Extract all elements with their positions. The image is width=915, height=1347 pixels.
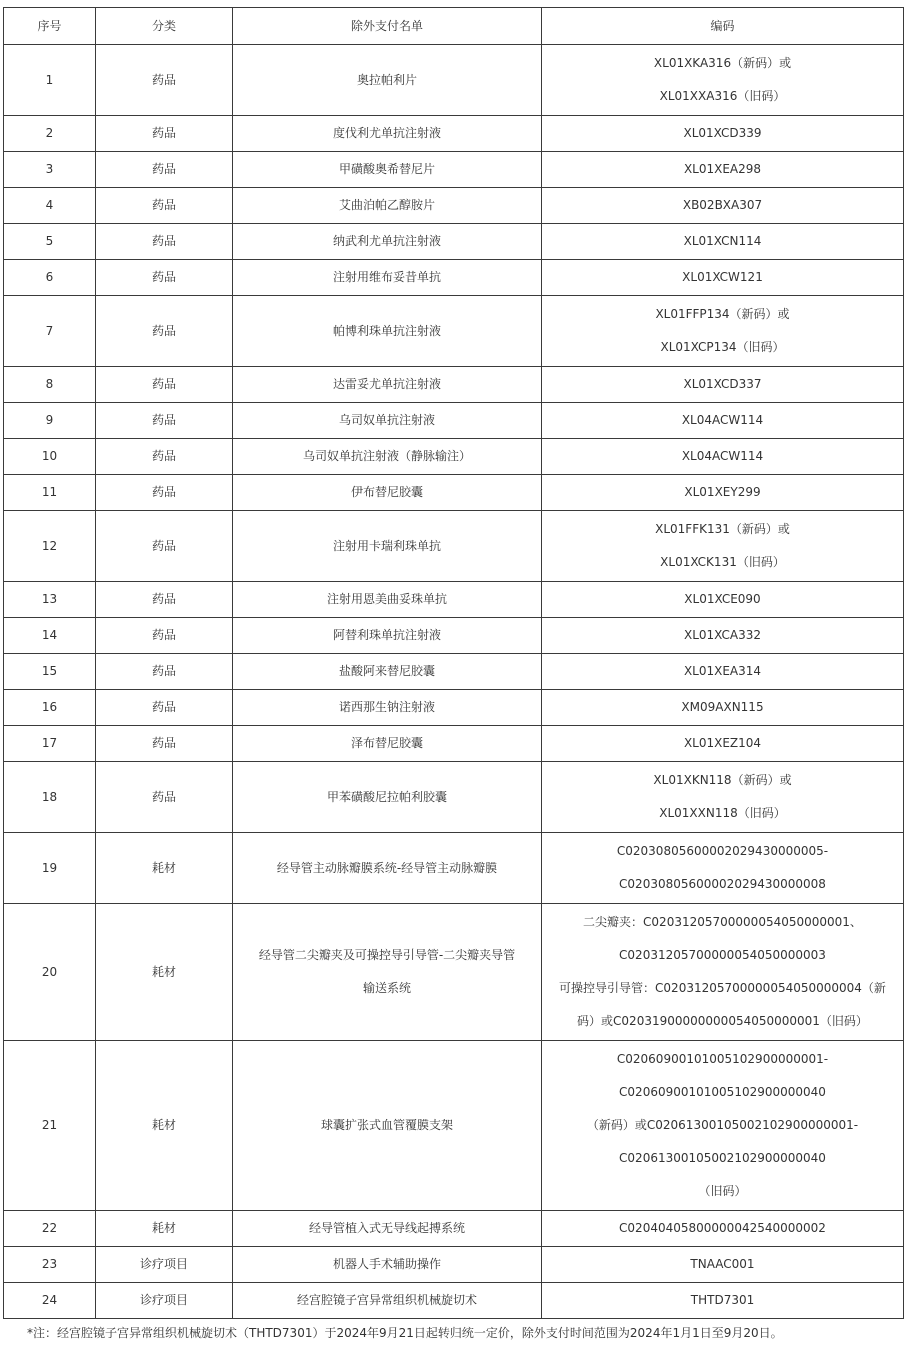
table-row bbox=[4, 511, 904, 582]
cell-code bbox=[542, 439, 904, 475]
name-line: 输送系统 bbox=[362, 981, 411, 995]
cell-serial-number: 11 bbox=[4, 475, 96, 511]
code-line: C02040405800000042540000002 bbox=[619, 1221, 826, 1235]
name-line: 机器人手术辅助操作 bbox=[332, 1257, 441, 1271]
name-line: 达雷妥尤单抗注射液 bbox=[332, 377, 441, 391]
cell-category: 药品 bbox=[96, 45, 233, 116]
cell-serial-number: 2 bbox=[4, 116, 96, 152]
cell-serial-number: 23 bbox=[4, 1247, 96, 1283]
cell-serial-number: 12 bbox=[4, 511, 96, 582]
table-row bbox=[4, 1247, 904, 1283]
code-line: 二尖瓣夹：C02031205700000054050000001、 bbox=[583, 915, 862, 929]
code-line: C02030805600002029430000008 bbox=[619, 877, 826, 891]
code-line: XL01XCD339 bbox=[683, 126, 762, 140]
cell-exclusion-name bbox=[233, 188, 542, 224]
name-line: 球囊扩张式血管覆膜支架 bbox=[320, 1118, 453, 1132]
table-row bbox=[4, 439, 904, 475]
table-row bbox=[4, 654, 904, 690]
code-line: XL01XCW121 bbox=[682, 270, 763, 284]
code-line: C02061300105002102900000040 bbox=[619, 1151, 826, 1165]
cell-category: 耗材 bbox=[96, 904, 233, 1041]
code-line: XM09AXN115 bbox=[681, 700, 764, 714]
code-line: TNAAC001 bbox=[690, 1257, 755, 1271]
cell-code bbox=[542, 690, 904, 726]
cell-category: 诊疗项目 bbox=[96, 1247, 233, 1283]
cell-exclusion-name bbox=[233, 833, 542, 904]
cell-code bbox=[542, 296, 904, 367]
cell-serial-number: 22 bbox=[4, 1211, 96, 1247]
cell-serial-number: 14 bbox=[4, 618, 96, 654]
code-line: XL04ACW114 bbox=[681, 449, 764, 463]
name-line: 甲苯磺酸尼拉帕利胶囊 bbox=[326, 789, 447, 804]
code-line: XL01XCP134（旧码） bbox=[660, 340, 785, 354]
cell-code bbox=[542, 904, 904, 1041]
table-row bbox=[4, 224, 904, 260]
cell-code bbox=[542, 654, 904, 690]
table-row bbox=[4, 726, 904, 762]
cell-code bbox=[542, 152, 904, 188]
cell-code bbox=[542, 475, 904, 511]
cell-serial-number: 21 bbox=[4, 1041, 96, 1211]
table-row bbox=[4, 260, 904, 296]
footnote: *注：经宫腔镜子宫异常组织机械旋切术（THTD7301）于2024年9月21日起转归统一定价，除外支付时间范围为2024年1月1日至9月20日。 bbox=[27, 1326, 783, 1340]
cell-exclusion-name bbox=[233, 224, 542, 260]
code-line: （旧码） bbox=[698, 1184, 747, 1198]
name-line: 注射用恩美曲妥珠单抗 bbox=[326, 592, 447, 606]
cell-exclusion-name bbox=[233, 511, 542, 582]
name-line: 阿替利珠单抗注射液 bbox=[332, 628, 441, 642]
cell-code bbox=[542, 224, 904, 260]
code-line: 可操控导引导管：C02031205700000054050000004（新 bbox=[559, 981, 886, 995]
table-row bbox=[4, 690, 904, 726]
cell-code bbox=[542, 403, 904, 439]
cell-serial-number: 19 bbox=[4, 833, 96, 904]
cell-category: 药品 bbox=[96, 690, 233, 726]
table-row bbox=[4, 833, 904, 904]
table-row bbox=[4, 152, 904, 188]
cell-exclusion-name bbox=[233, 1041, 542, 1211]
code-line: XL01XEY299 bbox=[684, 485, 761, 499]
table-row bbox=[4, 618, 904, 654]
table-row bbox=[4, 403, 904, 439]
cell-category: 药品 bbox=[96, 367, 233, 403]
name-line: 奥拉帕利片 bbox=[356, 72, 417, 87]
table-row bbox=[4, 116, 904, 152]
code-line: C02031205700000054050000003 bbox=[619, 948, 826, 962]
cell-serial-number: 10 bbox=[4, 439, 96, 475]
cell-exclusion-name bbox=[233, 403, 542, 439]
cell-category: 药品 bbox=[96, 762, 233, 833]
name-line: 纳武利尤单抗注射液 bbox=[332, 234, 441, 248]
cell-exclusion-name bbox=[233, 762, 542, 833]
cell-serial-number: 3 bbox=[4, 152, 96, 188]
cell-exclusion-name bbox=[233, 1283, 542, 1319]
name-line: 经导管二尖瓣夹及可操控导引导管-二尖瓣夹导管 bbox=[258, 948, 516, 962]
code-line: XL01FFP134（新码）或 bbox=[655, 307, 790, 321]
code-line: XL01XEZ104 bbox=[683, 736, 762, 750]
cell-serial-number: 6 bbox=[4, 260, 96, 296]
code-line: XL01XXN118（旧码） bbox=[659, 806, 786, 820]
table-row bbox=[4, 296, 904, 367]
cell-exclusion-name bbox=[233, 654, 542, 690]
cell-category: 耗材 bbox=[96, 1041, 233, 1211]
code-line: XL01XCD337 bbox=[683, 377, 762, 391]
cell-code bbox=[542, 1211, 904, 1247]
cell-code bbox=[542, 833, 904, 904]
code-line: XL01XCA332 bbox=[683, 628, 761, 642]
cell-serial-number: 18 bbox=[4, 762, 96, 833]
cell-serial-number: 17 bbox=[4, 726, 96, 762]
cell-exclusion-name bbox=[233, 1211, 542, 1247]
table-row bbox=[4, 188, 904, 224]
cell-category: 耗材 bbox=[96, 833, 233, 904]
header-category: 分类 bbox=[96, 8, 233, 45]
cell-exclusion-name bbox=[233, 582, 542, 618]
code-line: THTD7301 bbox=[690, 1293, 755, 1307]
name-line: 经宫腔镜子宫异常组织机械旋切术 bbox=[296, 1293, 477, 1307]
name-line: 度伐利尤单抗注射液 bbox=[332, 126, 441, 140]
table-row bbox=[4, 475, 904, 511]
name-line: 泽布替尼胶囊 bbox=[350, 736, 423, 750]
table-body bbox=[4, 45, 904, 1319]
cell-exclusion-name bbox=[233, 116, 542, 152]
name-line: 经导管主动脉瓣膜系统-经导管主动脉瓣膜 bbox=[276, 860, 498, 875]
table-row bbox=[4, 1041, 904, 1211]
table-row bbox=[4, 367, 904, 403]
code-line: C02030805600002029430000005- bbox=[616, 844, 829, 858]
code-line: C02060900101005102900000001- bbox=[616, 1052, 829, 1066]
cell-exclusion-name bbox=[233, 45, 542, 116]
name-line: 诺西那生钠注射液 bbox=[338, 700, 435, 714]
cell-code bbox=[542, 1041, 904, 1211]
cell-category: 药品 bbox=[96, 654, 233, 690]
cell-category: 药品 bbox=[96, 582, 233, 618]
cell-serial-number: 1 bbox=[4, 45, 96, 116]
cell-serial-number: 7 bbox=[4, 296, 96, 367]
cell-exclusion-name bbox=[233, 439, 542, 475]
code-line: XL01XCN114 bbox=[683, 234, 762, 248]
cell-serial-number: 20 bbox=[4, 904, 96, 1041]
cell-code bbox=[542, 260, 904, 296]
cell-serial-number: 24 bbox=[4, 1283, 96, 1319]
name-line: 注射用卡瑞利珠单抗 bbox=[332, 538, 441, 553]
code-line: （新码）或C02061300105002102900000001- bbox=[586, 1118, 859, 1132]
cell-code bbox=[542, 188, 904, 224]
cell-category: 药品 bbox=[96, 188, 233, 224]
code-line: XL01XCK131（旧码） bbox=[660, 555, 785, 569]
name-line: 帕博利珠单抗注射液 bbox=[332, 323, 441, 338]
cell-category: 药品 bbox=[96, 296, 233, 367]
cell-exclusion-name bbox=[233, 475, 542, 511]
table-row bbox=[4, 582, 904, 618]
cell-code bbox=[542, 367, 904, 403]
cell-exclusion-name bbox=[233, 904, 542, 1041]
cell-category: 耗材 bbox=[96, 1211, 233, 1247]
cell-serial-number: 16 bbox=[4, 690, 96, 726]
header-exclusion-name: 除外支付名单 bbox=[233, 8, 542, 45]
code-line: XL01XCE090 bbox=[684, 592, 761, 606]
code-line: XL01XKN118（新码）或 bbox=[653, 773, 792, 787]
cell-code bbox=[542, 45, 904, 116]
cell-serial-number: 9 bbox=[4, 403, 96, 439]
cell-serial-number: 4 bbox=[4, 188, 96, 224]
code-line: XL01XEA314 bbox=[683, 664, 762, 678]
exclusion-list-table bbox=[3, 7, 904, 1319]
cell-category: 药品 bbox=[96, 152, 233, 188]
cell-category: 药品 bbox=[96, 726, 233, 762]
cell-category: 诊疗项目 bbox=[96, 1283, 233, 1319]
cell-category: 药品 bbox=[96, 511, 233, 582]
cell-code bbox=[542, 618, 904, 654]
code-line: 码）或C02031900000000054050000001（旧码） bbox=[577, 1014, 868, 1028]
cell-exclusion-name bbox=[233, 367, 542, 403]
cell-exclusion-name bbox=[233, 690, 542, 726]
cell-code bbox=[542, 762, 904, 833]
name-line: 注射用维布妥昔单抗 bbox=[332, 270, 441, 284]
table-row bbox=[4, 904, 904, 1041]
cell-exclusion-name bbox=[233, 152, 542, 188]
name-line: 乌司奴单抗注射液 bbox=[338, 413, 435, 427]
name-line: 艾曲泊帕乙醇胺片 bbox=[338, 198, 435, 212]
cell-code bbox=[542, 726, 904, 762]
table-row bbox=[4, 762, 904, 833]
table-row bbox=[4, 1283, 904, 1319]
cell-serial-number: 15 bbox=[4, 654, 96, 690]
cell-exclusion-name bbox=[233, 1247, 542, 1283]
cell-exclusion-name bbox=[233, 260, 542, 296]
cell-serial-number: 13 bbox=[4, 582, 96, 618]
cell-code bbox=[542, 511, 904, 582]
code-line: XL01XXA316（旧码） bbox=[659, 89, 786, 103]
cell-exclusion-name bbox=[233, 618, 542, 654]
cell-category: 药品 bbox=[96, 224, 233, 260]
cell-serial-number: 5 bbox=[4, 224, 96, 260]
cell-category: 药品 bbox=[96, 403, 233, 439]
name-line: 乌司奴单抗注射液（静脉输注） bbox=[302, 449, 471, 463]
cell-category: 药品 bbox=[96, 618, 233, 654]
name-line: 盐酸阿来替尼胶囊 bbox=[338, 664, 435, 678]
cell-code bbox=[542, 582, 904, 618]
cell-category: 药品 bbox=[96, 439, 233, 475]
code-line: XB02BXA307 bbox=[682, 198, 763, 212]
cell-exclusion-name bbox=[233, 726, 542, 762]
code-line: C02060900101005102900000040 bbox=[619, 1085, 826, 1099]
code-line: XL01XEA298 bbox=[683, 162, 762, 176]
cell-code bbox=[542, 1283, 904, 1319]
cell-category: 药品 bbox=[96, 260, 233, 296]
name-line: 伊布替尼胶囊 bbox=[350, 485, 423, 499]
table-row bbox=[4, 45, 904, 116]
header-serial-number: 序号 bbox=[4, 8, 96, 45]
code-line: XL04ACW114 bbox=[681, 413, 764, 427]
name-line: 甲磺酸奥希替尼片 bbox=[338, 162, 435, 176]
cell-code bbox=[542, 1247, 904, 1283]
cell-exclusion-name bbox=[233, 296, 542, 367]
cell-category: 药品 bbox=[96, 116, 233, 152]
cell-serial-number: 8 bbox=[4, 367, 96, 403]
cell-code bbox=[542, 116, 904, 152]
table-row bbox=[4, 1211, 904, 1247]
table-header-row bbox=[4, 8, 904, 45]
code-line: XL01FFK131（新码）或 bbox=[655, 522, 790, 536]
name-line: 经导管植入式无导线起搏系统 bbox=[308, 1221, 465, 1235]
header-code: 编码 bbox=[542, 8, 904, 45]
code-line: XL01XKA316（新码）或 bbox=[653, 56, 792, 70]
cell-category: 药品 bbox=[96, 475, 233, 511]
